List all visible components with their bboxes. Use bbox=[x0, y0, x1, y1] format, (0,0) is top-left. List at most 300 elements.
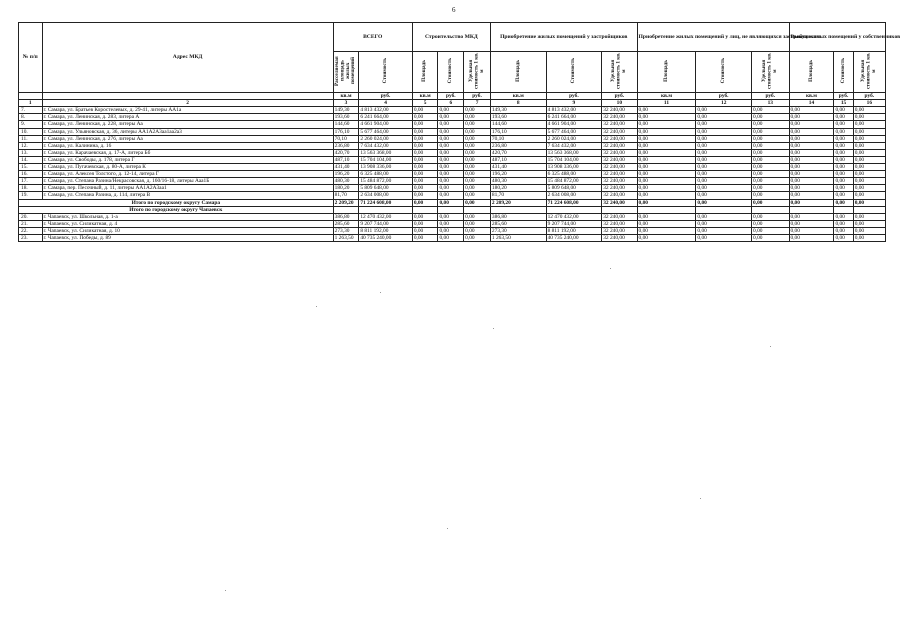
subtotal-value: 0,00 bbox=[637, 199, 696, 206]
scan-speck bbox=[316, 306, 317, 307]
value-cell: 431,40 bbox=[333, 164, 359, 171]
value-cell: 0,00 bbox=[789, 142, 834, 149]
value-cell: 9 207 744,00 bbox=[359, 220, 413, 227]
value-cell: 0,00 bbox=[438, 213, 464, 220]
value-cell: 13 563 368,00 bbox=[359, 149, 413, 156]
sub-header-area: Площадь bbox=[637, 52, 696, 93]
unit-cell: руб. bbox=[438, 93, 464, 100]
column-number-cell: 11 bbox=[637, 100, 696, 107]
value-cell: 0,00 bbox=[464, 185, 491, 192]
value-cell: 32 240,00 bbox=[602, 142, 637, 149]
value-cell: 0,00 bbox=[412, 107, 438, 114]
table-row bbox=[19, 227, 886, 234]
value-cell: 0,00 bbox=[834, 121, 853, 128]
table-row bbox=[19, 220, 886, 227]
row-address: г. Чапаевск, ул. Победы, д. 89 bbox=[42, 234, 333, 241]
value-cell: 0,00 bbox=[464, 142, 491, 149]
row-address: г. Самара, ул. Ленинская, д. 276, литеры Аа bbox=[42, 135, 333, 142]
sub-header-cost: Стоимость bbox=[546, 52, 602, 93]
value-cell: 0,00 bbox=[834, 171, 853, 178]
value-cell: 32 240,00 bbox=[602, 135, 637, 142]
value-cell: 0,00 bbox=[853, 220, 885, 227]
value-cell: 144,60 bbox=[333, 121, 359, 128]
value-cell: 0,00 bbox=[696, 234, 752, 241]
value-cell: 0,00 bbox=[464, 178, 491, 185]
column-number-cell: 9 bbox=[546, 100, 602, 107]
unit-cell: руб. bbox=[834, 93, 853, 100]
row-number: 14. bbox=[19, 156, 43, 163]
subtotal-value: 0,00 bbox=[834, 199, 853, 206]
column-number-cell: 6 bbox=[438, 100, 464, 107]
value-cell: 7 634 432,00 bbox=[359, 142, 413, 149]
value-cell: 0,00 bbox=[464, 234, 491, 241]
value-cell: 0,00 bbox=[412, 234, 438, 241]
value-cell: 0,00 bbox=[464, 171, 491, 178]
value-cell: 0,00 bbox=[834, 156, 853, 163]
value-cell: 480,30 bbox=[490, 178, 546, 185]
value-cell: 0,00 bbox=[637, 234, 696, 241]
value-cell: 386,80 bbox=[333, 213, 359, 220]
value-cell: 0,00 bbox=[853, 107, 885, 114]
value-cell: 0,00 bbox=[853, 234, 885, 241]
value-cell: 0,00 bbox=[853, 164, 885, 171]
value-cell: 0,00 bbox=[412, 227, 438, 234]
column-number-cell: 5 bbox=[412, 100, 438, 107]
table-row bbox=[19, 185, 886, 192]
value-cell: 0,00 bbox=[412, 114, 438, 121]
value-cell: 285,60 bbox=[490, 220, 546, 227]
value-cell: 0,00 bbox=[464, 156, 491, 163]
table-row bbox=[19, 171, 886, 178]
group-title: Итого по городскому округу Чапаевск bbox=[19, 206, 334, 213]
row-number: 21. bbox=[19, 220, 43, 227]
scan-speck bbox=[700, 498, 701, 499]
value-cell: 176,10 bbox=[490, 128, 546, 135]
value-cell: 0,00 bbox=[853, 121, 885, 128]
page-number: 6 bbox=[452, 6, 456, 14]
scan-speck bbox=[225, 590, 226, 591]
value-cell: 0,00 bbox=[464, 121, 491, 128]
unit-cell: руб. bbox=[464, 93, 491, 100]
value-cell: 386,80 bbox=[490, 213, 546, 220]
value-cell: 0,00 bbox=[752, 114, 789, 121]
column-number-cell: 3 bbox=[333, 100, 359, 107]
value-cell: 0,00 bbox=[438, 227, 464, 234]
value-cell: 0,00 bbox=[464, 107, 491, 114]
value-cell: 0,00 bbox=[696, 227, 752, 234]
row-address: г. Чапаевск, ул. Школьная, д. 1-а bbox=[42, 213, 333, 220]
value-cell: 0,00 bbox=[752, 220, 789, 227]
value-cell: 5 809 648,00 bbox=[546, 185, 602, 192]
empty-cell bbox=[602, 206, 637, 213]
value-cell: 15 704 104,00 bbox=[359, 156, 413, 163]
value-cell: 0,00 bbox=[696, 178, 752, 185]
value-cell: 193,60 bbox=[490, 114, 546, 121]
table-row bbox=[19, 121, 886, 128]
value-cell: 0,00 bbox=[789, 164, 834, 171]
value-cell: 32 240,00 bbox=[602, 121, 637, 128]
units-row bbox=[19, 93, 886, 100]
value-cell: 0,00 bbox=[696, 107, 752, 114]
value-cell: 0,00 bbox=[789, 114, 834, 121]
value-cell: 0,00 bbox=[696, 220, 752, 227]
group-header-construction: Строительство МКД bbox=[412, 23, 490, 52]
row-address: г. Самара, ул. Братьев Коростелевых, д. 29-41, литеры АА1а bbox=[42, 107, 333, 114]
value-cell: 193,60 bbox=[333, 114, 359, 121]
subtotal-label: Итого по городскому округу Самара bbox=[19, 199, 334, 206]
value-cell: 0,00 bbox=[789, 178, 834, 185]
value-cell: 32 240,00 bbox=[602, 178, 637, 185]
value-cell: 1 263,50 bbox=[333, 234, 359, 241]
value-cell: 0,00 bbox=[853, 178, 885, 185]
value-cell: 32 240,00 bbox=[602, 192, 637, 199]
row-address: г. Самара, ул. Ленинская, д. 283, литера А bbox=[42, 114, 333, 121]
value-cell: 0,00 bbox=[464, 192, 491, 199]
value-cell: 0,00 bbox=[438, 149, 464, 156]
row-number: 19. bbox=[19, 192, 43, 199]
value-cell: 0,00 bbox=[438, 156, 464, 163]
subtotal-value: 2 209,20 bbox=[490, 199, 546, 206]
value-cell: 32 240,00 bbox=[602, 114, 637, 121]
value-cell: 6 241 664,00 bbox=[546, 114, 602, 121]
column-number-cell: 2 bbox=[42, 100, 333, 107]
value-cell: 0,00 bbox=[464, 149, 491, 156]
column-number-cell: 8 bbox=[490, 100, 546, 107]
row-number: 9. bbox=[19, 121, 43, 128]
empty-cell bbox=[464, 206, 491, 213]
value-cell: 0,00 bbox=[696, 149, 752, 156]
value-cell: 0,00 bbox=[789, 107, 834, 114]
value-cell: 487,10 bbox=[333, 156, 359, 163]
value-cell: 32 240,00 bbox=[602, 164, 637, 171]
value-cell: 0,00 bbox=[789, 121, 834, 128]
value-cell: 13 908 336,00 bbox=[546, 164, 602, 171]
value-cell: 0,00 bbox=[696, 156, 752, 163]
value-cell: 0,00 bbox=[853, 114, 885, 121]
table-row bbox=[19, 142, 886, 149]
group-header-buyout: Выкуп жилых помещений у собственников bbox=[789, 23, 886, 52]
row-address: г. Самара, ул. Ульяновская, д. 36, литеры АА1А2А3аа1аа2а3 bbox=[42, 128, 333, 135]
value-cell: 0,00 bbox=[752, 149, 789, 156]
value-cell: 0,00 bbox=[752, 185, 789, 192]
value-cell: 0,00 bbox=[637, 227, 696, 234]
column-number-cell: 14 bbox=[789, 100, 834, 107]
table-row bbox=[19, 128, 886, 135]
group-header-developers: Приобретение жилых помещений у застройщиков bbox=[490, 23, 637, 52]
value-cell: 273,30 bbox=[490, 227, 546, 234]
value-cell: 196,20 bbox=[490, 171, 546, 178]
value-cell: 0,00 bbox=[438, 121, 464, 128]
value-cell: 4 661 904,00 bbox=[546, 121, 602, 128]
value-cell: 0,00 bbox=[853, 128, 885, 135]
value-cell: 0,00 bbox=[834, 178, 853, 185]
value-cell: 32 240,00 bbox=[602, 185, 637, 192]
column-number-cell: 12 bbox=[696, 100, 752, 107]
subtotal-value: 0,00 bbox=[752, 199, 789, 206]
value-cell: 0,00 bbox=[438, 107, 464, 114]
value-cell: 0,00 bbox=[696, 192, 752, 199]
value-cell: 0,00 bbox=[412, 156, 438, 163]
value-cell: 0,00 bbox=[438, 192, 464, 199]
sub-header-unit-cost: Удельная стоимость 1 кв. м bbox=[752, 52, 789, 93]
value-cell: 70,10 bbox=[490, 135, 546, 142]
empty-cell bbox=[696, 206, 752, 213]
value-cell: 0,00 bbox=[853, 135, 885, 142]
value-cell: 40 735 240,00 bbox=[546, 234, 602, 241]
value-cell: 285,60 bbox=[333, 220, 359, 227]
value-cell: 0,00 bbox=[637, 135, 696, 142]
value-cell: 2 260 024,00 bbox=[546, 135, 602, 142]
value-cell: 0,00 bbox=[412, 213, 438, 220]
value-cell: 40 735 240,00 bbox=[359, 234, 413, 241]
unit-cell: кв.м bbox=[789, 93, 834, 100]
row-number: 17. bbox=[19, 178, 43, 185]
value-cell: 0,00 bbox=[752, 142, 789, 149]
row-number: 22. bbox=[19, 227, 43, 234]
value-cell: 0,00 bbox=[696, 128, 752, 135]
value-cell: 0,00 bbox=[834, 234, 853, 241]
value-cell: 0,00 bbox=[752, 213, 789, 220]
subtotal-value: 32 240,00 bbox=[602, 199, 637, 206]
value-cell: 0,00 bbox=[412, 128, 438, 135]
value-cell: 0,00 bbox=[412, 142, 438, 149]
value-cell: 4 661 904,00 bbox=[359, 121, 413, 128]
value-cell: 32 240,00 bbox=[602, 128, 637, 135]
value-cell: 0,00 bbox=[834, 227, 853, 234]
value-cell: 2 260 024,00 bbox=[359, 135, 413, 142]
row-number: 20. bbox=[19, 213, 43, 220]
table-row bbox=[19, 114, 886, 121]
row-address: г. Самара, пер. Песочный, д. 11, литеры АА1А2А3аа1 bbox=[42, 185, 333, 192]
subtotal-value: 0,00 bbox=[853, 199, 885, 206]
sub-header-total-area: Расселяемая площадь жилых помещений bbox=[333, 52, 359, 93]
sub-header-total-cost: Стоимость bbox=[359, 52, 413, 93]
row-number: 12. bbox=[19, 142, 43, 149]
value-cell: 4 813 432,00 bbox=[359, 107, 413, 114]
table-row bbox=[19, 213, 886, 220]
row-address: г. Самара, ул. Алексея Толстого, д. 12-14, литера Г bbox=[42, 171, 333, 178]
table-row bbox=[19, 107, 886, 114]
value-cell: 0,00 bbox=[834, 135, 853, 142]
value-cell: 0,00 bbox=[464, 164, 491, 171]
value-cell: 196,20 bbox=[333, 171, 359, 178]
table-row bbox=[19, 149, 886, 156]
value-cell: 0,00 bbox=[696, 185, 752, 192]
value-cell: 0,00 bbox=[752, 227, 789, 234]
value-cell: 32 240,00 bbox=[602, 149, 637, 156]
value-cell: 0,00 bbox=[752, 164, 789, 171]
row-address: г. Самара, ул. Ленинская, д. 228, литеры Аа bbox=[42, 121, 333, 128]
value-cell: 0,00 bbox=[834, 213, 853, 220]
row-address: г. Чапаевск, ул. Силикатная, д. 4 bbox=[42, 220, 333, 227]
value-cell: 0,00 bbox=[853, 171, 885, 178]
value-cell: 0,00 bbox=[412, 185, 438, 192]
value-cell: 0,00 bbox=[637, 213, 696, 220]
column-number-cell: 13 bbox=[752, 100, 789, 107]
scan-speck bbox=[493, 328, 494, 329]
empty-cell bbox=[853, 206, 885, 213]
value-cell: 0,00 bbox=[752, 107, 789, 114]
value-cell: 0,00 bbox=[412, 178, 438, 185]
unit-cell: руб. bbox=[696, 93, 752, 100]
sub-header-unit-cost: Удельная стоимость 1 кв. м bbox=[853, 52, 885, 93]
value-cell: 0,00 bbox=[696, 142, 752, 149]
row-number: 7. bbox=[19, 107, 43, 114]
value-cell: 0,00 bbox=[637, 185, 696, 192]
row-number: 8. bbox=[19, 114, 43, 121]
value-cell: 0,00 bbox=[696, 171, 752, 178]
subtotal-value: 2 209,20 bbox=[333, 199, 359, 206]
row-number: 15. bbox=[19, 164, 43, 171]
value-cell: 0,00 bbox=[752, 128, 789, 135]
value-cell: 0,00 bbox=[752, 178, 789, 185]
value-cell: 0,00 bbox=[412, 192, 438, 199]
unit-cell: руб. bbox=[752, 93, 789, 100]
value-cell: 32 240,00 bbox=[602, 156, 637, 163]
value-cell: 0,00 bbox=[464, 220, 491, 227]
column-number-cell: 15 bbox=[834, 100, 853, 107]
value-cell: 0,00 bbox=[834, 220, 853, 227]
empty-cell bbox=[834, 206, 853, 213]
empty-cell bbox=[789, 206, 834, 213]
column-number-cell: 1 bbox=[19, 100, 43, 107]
value-cell: 0,00 bbox=[637, 156, 696, 163]
value-cell: 0,00 bbox=[412, 149, 438, 156]
value-cell: 0,00 bbox=[789, 128, 834, 135]
subtotal-row bbox=[19, 199, 886, 206]
value-cell: 0,00 bbox=[412, 171, 438, 178]
value-cell: 0,00 bbox=[438, 142, 464, 149]
value-cell: 0,00 bbox=[438, 185, 464, 192]
value-cell: 32 240,00 bbox=[602, 107, 637, 114]
value-cell: 149,30 bbox=[333, 107, 359, 114]
value-cell: 420,70 bbox=[490, 149, 546, 156]
value-cell: 0,00 bbox=[438, 178, 464, 185]
value-cell: 0,00 bbox=[853, 142, 885, 149]
value-cell: 8 811 192,00 bbox=[359, 227, 413, 234]
table-row bbox=[19, 156, 886, 163]
value-cell: 0,00 bbox=[853, 227, 885, 234]
group-header-non-developers: Приобретение жилых помещений у лиц, не являющихся застройщиком bbox=[637, 23, 789, 52]
value-cell: 12 470 432,00 bbox=[546, 213, 602, 220]
value-cell: 0,00 bbox=[853, 156, 885, 163]
table-row bbox=[19, 178, 886, 185]
row-address: г. Самара, ул. Степана Разина/Некрасовская, д. 160/16-18, литеры Ааа1Б bbox=[42, 178, 333, 185]
value-cell: 0,00 bbox=[637, 192, 696, 199]
value-cell: 0,00 bbox=[438, 234, 464, 241]
value-cell: 0,00 bbox=[789, 156, 834, 163]
sub-header-area: Площадь bbox=[490, 52, 546, 93]
value-cell: 0,00 bbox=[789, 192, 834, 199]
subtotal-value: 0,00 bbox=[789, 199, 834, 206]
row-number: 10. bbox=[19, 128, 43, 135]
value-cell: 0,00 bbox=[438, 128, 464, 135]
value-cell: 0,00 bbox=[853, 192, 885, 199]
unit-cell: кв.м bbox=[490, 93, 546, 100]
value-cell: 0,00 bbox=[789, 220, 834, 227]
value-cell: 0,00 bbox=[834, 149, 853, 156]
value-cell: 15 484 872,00 bbox=[546, 178, 602, 185]
value-cell: 0,00 bbox=[834, 185, 853, 192]
value-cell: 0,00 bbox=[438, 164, 464, 171]
row-address: г. Самара, ул. Пугачевская, д. 80-А, литера К bbox=[42, 164, 333, 171]
subtotal-value: 71 224 608,00 bbox=[359, 199, 413, 206]
value-cell: 0,00 bbox=[637, 220, 696, 227]
sub-header-unit-cost: Удельная стоимость 1 кв. м bbox=[602, 52, 637, 93]
value-cell: 1 263,50 bbox=[490, 234, 546, 241]
value-cell: 0,00 bbox=[438, 220, 464, 227]
col-header-address: Адрес МКД bbox=[42, 23, 333, 93]
column-numbers-row bbox=[19, 100, 886, 107]
value-cell: 0,00 bbox=[412, 220, 438, 227]
sub-header-cost: Стоимость bbox=[834, 52, 853, 93]
unit-cell: руб. bbox=[602, 93, 637, 100]
value-cell: 0,00 bbox=[438, 135, 464, 142]
empty-cell bbox=[546, 206, 602, 213]
unit-cell: руб. bbox=[546, 93, 602, 100]
value-cell: 32 240,00 bbox=[602, 171, 637, 178]
column-number-cell: 10 bbox=[602, 100, 637, 107]
value-cell: 0,00 bbox=[464, 213, 491, 220]
value-cell: 6 325 488,00 bbox=[546, 171, 602, 178]
column-number-cell: 4 bbox=[359, 100, 413, 107]
value-cell: 0,00 bbox=[464, 114, 491, 121]
sub-header-area: Площадь bbox=[789, 52, 834, 93]
subtotal-value: 0,00 bbox=[438, 199, 464, 206]
value-cell: 0,00 bbox=[752, 135, 789, 142]
value-cell: 0,00 bbox=[464, 135, 491, 142]
value-cell: 0,00 bbox=[637, 107, 696, 114]
scan-speck bbox=[770, 346, 771, 347]
value-cell: 9 207 744,00 bbox=[546, 220, 602, 227]
value-cell: 0,00 bbox=[637, 164, 696, 171]
value-cell: 0,00 bbox=[752, 121, 789, 128]
empty-cell bbox=[359, 206, 413, 213]
value-cell: 70,10 bbox=[333, 135, 359, 142]
value-cell: 8 811 192,00 bbox=[546, 227, 602, 234]
scan-speck bbox=[447, 528, 448, 529]
value-cell: 81,70 bbox=[490, 192, 546, 199]
empty-cell bbox=[438, 206, 464, 213]
value-cell: 0,00 bbox=[789, 135, 834, 142]
value-cell: 32 240,00 bbox=[602, 234, 637, 241]
empty-cell bbox=[333, 206, 359, 213]
value-cell: 15 704 104,00 bbox=[546, 156, 602, 163]
unit-cell: руб. bbox=[359, 93, 413, 100]
row-address: г. Самара, ул. Калинина, д. 16 bbox=[42, 142, 333, 149]
value-cell: 176,10 bbox=[333, 128, 359, 135]
value-cell: 12 470 432,00 bbox=[359, 213, 413, 220]
value-cell: 2 634 008,00 bbox=[359, 192, 413, 199]
value-cell: 236,80 bbox=[333, 142, 359, 149]
subtotal-value: 71 224 608,00 bbox=[546, 199, 602, 206]
value-cell: 2 634 008,00 bbox=[546, 192, 602, 199]
resettlement-table bbox=[18, 22, 901, 242]
sub-header-cost: Стоимость bbox=[438, 52, 464, 93]
value-cell: 0,00 bbox=[834, 114, 853, 121]
value-cell: 13 908 336,00 bbox=[359, 164, 413, 171]
value-cell: 180,20 bbox=[490, 185, 546, 192]
subtotal-value: 0,00 bbox=[696, 199, 752, 206]
unit-cell: руб. bbox=[853, 93, 885, 100]
row-number: 16. bbox=[19, 171, 43, 178]
value-cell: 0,00 bbox=[834, 128, 853, 135]
value-cell: 0,00 bbox=[637, 142, 696, 149]
value-cell: 0,00 bbox=[696, 164, 752, 171]
value-cell: 144,60 bbox=[490, 121, 546, 128]
column-number-cell: 7 bbox=[464, 100, 491, 107]
value-cell: 0,00 bbox=[789, 213, 834, 220]
